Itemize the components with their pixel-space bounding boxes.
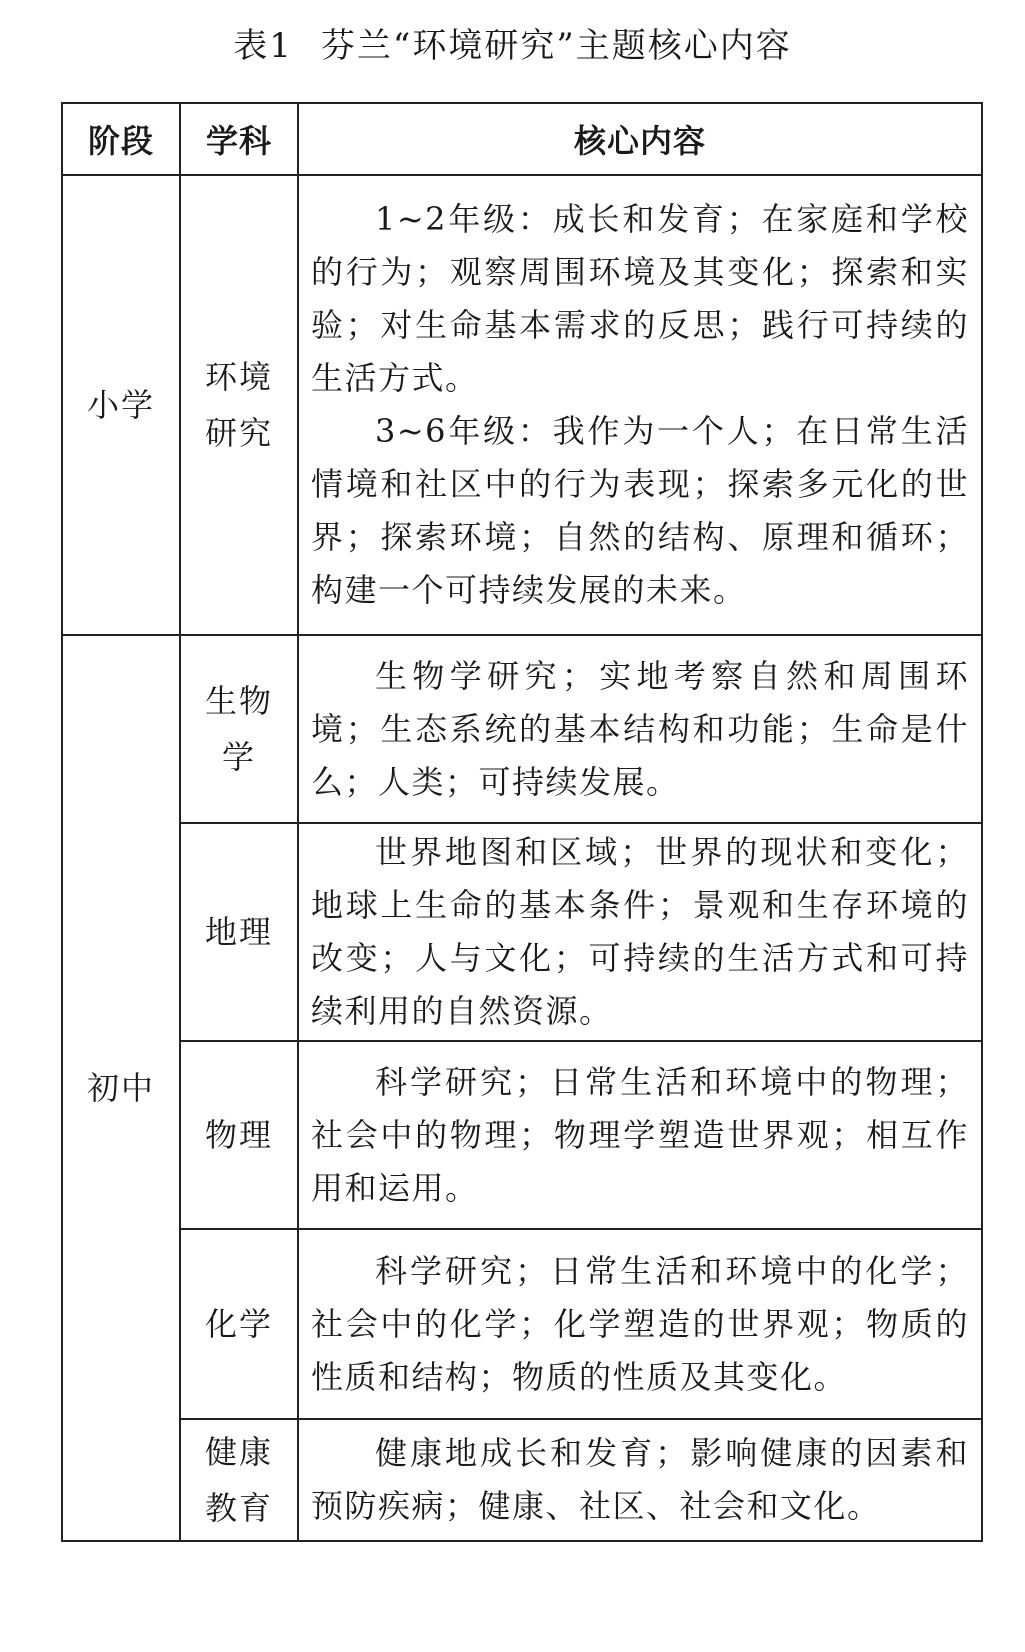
content-paragraph: 世界地图和区域；世界的现状和变化；地球上生命的基本条件；景观和生存环境的改变；人与文化；可持续的生活方式和可持续利用的自然资源。: [311, 833, 969, 1030]
subject-line: 物理: [204, 1116, 273, 1154]
content-geography: [298, 823, 982, 1041]
content-paragraph: 健康地成长和发育；影响健康的因素和预防疾病；健康、社区、社会和文化。: [311, 1434, 969, 1525]
subject-line: 生物: [204, 682, 273, 720]
table-row-biology: [62, 635, 982, 823]
subject-health-education: [180, 1419, 298, 1541]
content-physics: [298, 1041, 982, 1229]
content-paragraph-grades-3-6: 3~6年级：我作为一个人；在日常生活情境和社区中的行为表现；探索多元化的世界；探索环境；自然的结构、原理和循环；构建一个可持续发展的未来。: [311, 412, 969, 609]
table-row-health-education: [62, 1419, 982, 1541]
table-row-environmental-studies: [62, 175, 982, 635]
subject-line: 学: [221, 738, 256, 776]
stage-primary: 小学: [62, 175, 180, 635]
table-row-chemistry: [62, 1229, 982, 1419]
header-subject: 学科: [180, 103, 298, 175]
content-health-education: [298, 1419, 982, 1541]
subject-geography: [180, 823, 298, 1041]
table-title: 芬兰“环境研究”主题核心内容: [320, 26, 792, 66]
subject-environmental-studies: [180, 175, 298, 635]
table-row-physics: [62, 1041, 982, 1229]
subject-biology: [180, 635, 298, 823]
subject-physics: [180, 1041, 298, 1229]
table-header-row: [62, 103, 982, 175]
header-core-content: 核心内容: [298, 103, 982, 175]
header-stage: 阶段: [62, 103, 180, 175]
content-environmental-studies: [298, 175, 982, 635]
subject-line: 健康: [204, 1433, 273, 1471]
content-paragraph: 科学研究；日常生活和环境中的物理；社会中的物理；物理学塑造世界观；相互作用和运用。: [311, 1062, 969, 1207]
table-caption: [0, 24, 1025, 68]
subject-line: 环境: [204, 358, 273, 396]
subject-line: 化学: [204, 1305, 273, 1343]
content-paragraph: 科学研究；日常生活和环境中的化学；社会中的化学；化学塑造的世界观；物质的性质和结构；物质的性质及其变化。: [311, 1251, 969, 1396]
content-biology: [298, 635, 982, 823]
core-content-table: [61, 102, 983, 1542]
subject-line: 研究: [204, 414, 273, 452]
subject-chemistry: [180, 1229, 298, 1419]
table-row-geography: [62, 823, 982, 1041]
subject-line: 教育: [204, 1489, 273, 1527]
table-number: 表1: [233, 26, 293, 66]
stage-junior-high: 初中: [62, 635, 180, 1541]
content-paragraph: 生物学研究；实地考察自然和周围环境；生态系统的基本结构和功能；生命是什么；人类；可持续发展。: [311, 656, 969, 801]
subject-line: 地理: [204, 913, 273, 951]
content-paragraph-grades-1-2: 1~2年级：成长和发育；在家庭和学校的行为；观察周围环境及其变化；探索和实验；对生命基本需求的反思；践行可持续的生活方式。: [311, 200, 969, 397]
content-chemistry: [298, 1229, 982, 1419]
